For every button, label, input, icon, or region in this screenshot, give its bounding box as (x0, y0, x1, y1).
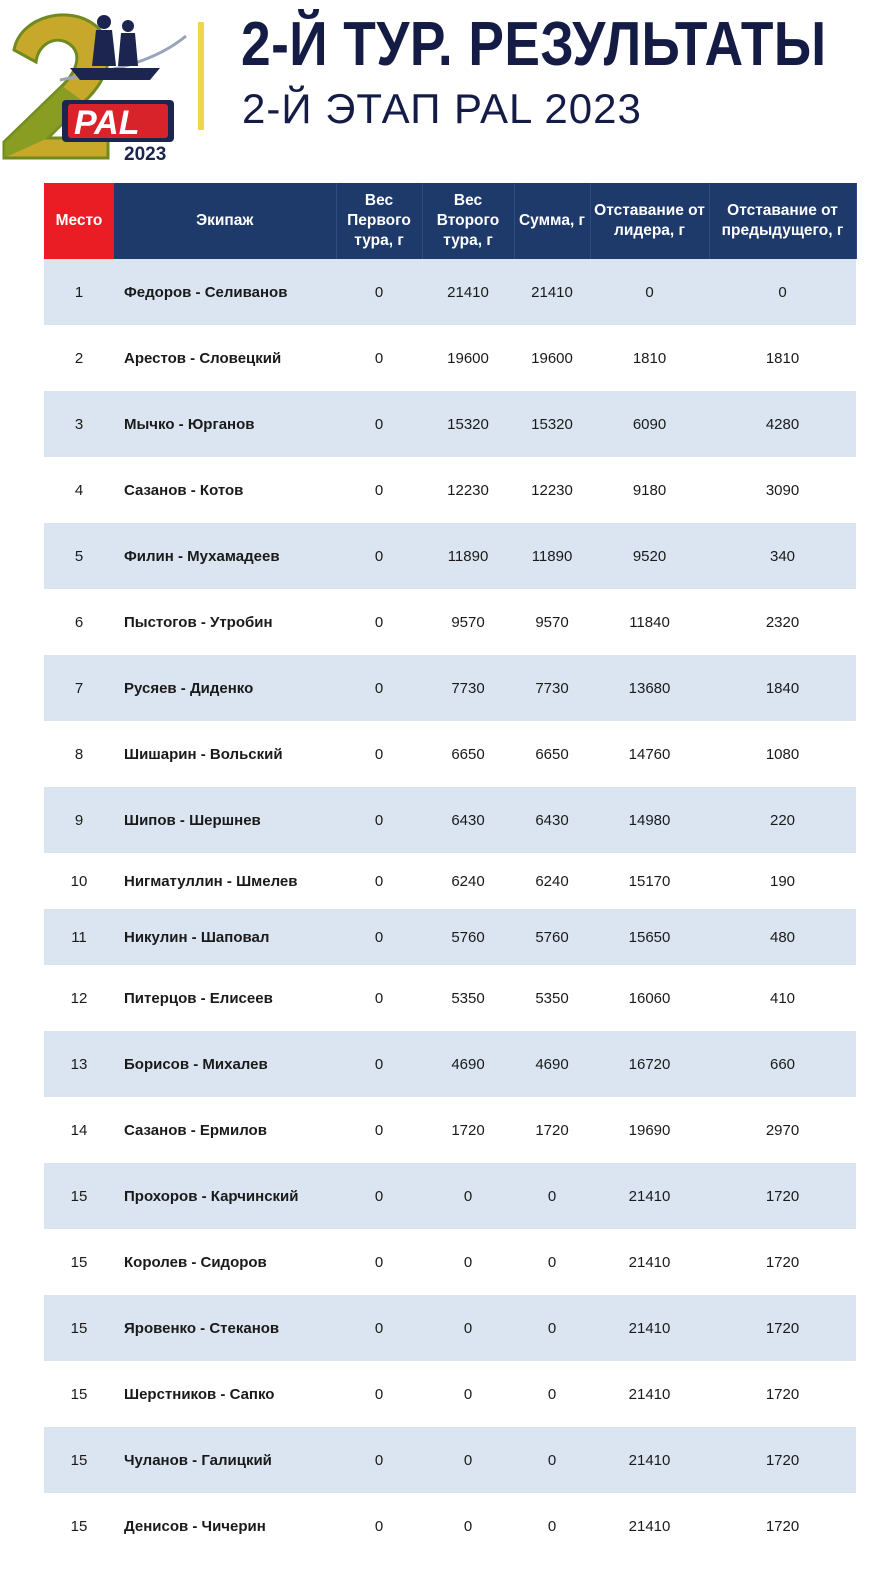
crew-cell: Мычко - Юрганов (114, 391, 336, 457)
sum-cell: 12230 (531, 481, 573, 499)
gap-leader-cell: 21410 (628, 1385, 671, 1403)
sum-cell: 6650 (535, 745, 569, 763)
crew-cell: Сазанов - Ермилов (124, 1121, 267, 1139)
page-subtitle: 2-Й ЭТАП PAL 2023 (242, 85, 642, 132)
second-round-weight-cell: 5350 (451, 989, 485, 1007)
sum-cell: 5350 (535, 989, 569, 1007)
gap-leader-cell: 21410 (590, 1295, 709, 1361)
gap-leader-cell: 15170 (628, 872, 671, 890)
first-round-weight-cell: 0 (336, 1163, 422, 1229)
crew-cell: Борисов - Михалев (114, 1031, 336, 1097)
crew-cell: Яровенко - Стеканов (114, 1295, 336, 1361)
gap-previous-cell: 1720 (709, 1295, 856, 1361)
second-round-weight-cell: 9570 (451, 613, 485, 631)
gap-leader-cell: 1810 (632, 349, 667, 367)
gap-previous-cell: 2970 (765, 1121, 800, 1139)
gap-leader-cell: 16060 (628, 989, 671, 1007)
first-round-weight-cell: 0 (336, 909, 422, 965)
place-cell: 15 (44, 1163, 114, 1229)
gap-leader-cell: 13680 (590, 655, 709, 721)
place-cell: 12 (70, 989, 88, 1007)
second-round-weight-cell: 12230 (447, 481, 489, 499)
table-row (44, 965, 856, 1031)
pal-logo (0, 6, 190, 164)
second-round-weight-cell: 4690 (422, 1031, 514, 1097)
place-cell: 14 (70, 1121, 88, 1139)
sum-cell: 6430 (514, 787, 590, 853)
place-cell: 15 (70, 1385, 88, 1403)
second-round-weight-cell: 1720 (451, 1121, 485, 1139)
crew-cell: Прохоров - Карчинский (114, 1163, 336, 1229)
gap-previous-cell: 410 (769, 989, 796, 1007)
crew-cell: Филин - Мухамадеев (114, 523, 336, 589)
gap-previous-cell: 340 (709, 523, 856, 589)
second-round-weight-cell: 11890 (422, 523, 514, 589)
gap-leader-cell: 21410 (590, 1163, 709, 1229)
crew-cell: Питерцов - Елисеев (124, 989, 273, 1007)
first-round-weight-cell: 0 (374, 1253, 384, 1271)
gap-previous-cell: 1720 (709, 1163, 856, 1229)
first-round-weight-cell: 0 (374, 1385, 384, 1403)
place-cell: 10 (70, 872, 88, 890)
sum-cell: 0 (514, 1427, 590, 1493)
place-cell: 11 (44, 909, 114, 965)
sum-cell: 0 (514, 1163, 590, 1229)
place-cell: 1 (44, 259, 114, 325)
second-round-weight-cell: 0 (422, 1163, 514, 1229)
second-round-weight-cell: 21410 (422, 259, 514, 325)
table-row (44, 589, 856, 655)
sum-cell: 11890 (514, 523, 590, 589)
gap-leader-cell: 6090 (590, 391, 709, 457)
column-header-place: Место (44, 183, 114, 259)
table-row (44, 391, 856, 457)
column-header-sum: Сумма, г (514, 183, 590, 259)
crew-cell: Чуланов - Галицкий (114, 1427, 336, 1493)
column-header-gap-previous: Отставание от предыдущего, г (709, 183, 856, 259)
table-row (44, 259, 856, 325)
second-round-weight-cell: 0 (463, 1385, 473, 1403)
second-round-weight-cell: 7730 (422, 655, 514, 721)
gap-leader-cell: 21410 (590, 1427, 709, 1493)
table-row (44, 457, 856, 523)
gap-previous-cell: 4280 (709, 391, 856, 457)
second-round-weight-cell: 5760 (422, 909, 514, 965)
place-cell: 15 (44, 1295, 114, 1361)
second-round-weight-cell: 19600 (447, 349, 489, 367)
gap-previous-cell: 190 (769, 872, 796, 890)
sum-cell: 0 (547, 1253, 557, 1271)
first-round-weight-cell: 0 (374, 745, 384, 763)
header-divider (198, 22, 204, 130)
gap-previous-cell: 0 (709, 259, 856, 325)
sum-cell: 5760 (514, 909, 590, 965)
logo-brand-text: PAL (74, 104, 140, 142)
first-round-weight-cell: 0 (336, 1427, 422, 1493)
sum-cell: 0 (547, 1517, 557, 1535)
crew-cell: Шишарин - Вольский (124, 745, 283, 763)
gap-leader-cell: 19690 (628, 1121, 671, 1139)
place-cell: 15 (44, 1427, 114, 1493)
second-round-weight-cell: 0 (422, 1295, 514, 1361)
first-round-weight-cell: 0 (336, 1031, 422, 1097)
table-row (44, 1493, 856, 1559)
sum-cell: 19600 (531, 349, 573, 367)
crew-cell: Шипов - Шершнев (114, 787, 336, 853)
gap-leader-cell: 16720 (590, 1031, 709, 1097)
place-cell: 3 (44, 391, 114, 457)
first-round-weight-cell: 0 (374, 1121, 384, 1139)
first-round-weight-cell: 0 (374, 989, 384, 1007)
place-cell: 6 (74, 613, 84, 631)
table-row (44, 853, 856, 909)
crew-cell: Королев - Сидоров (124, 1253, 267, 1271)
table-row (44, 655, 856, 721)
gap-previous-cell: 660 (709, 1031, 856, 1097)
gap-leader-cell: 9180 (632, 481, 667, 499)
crew-cell: Нигматуллин - Шмелев (124, 872, 298, 890)
second-round-weight-cell: 6240 (451, 872, 485, 890)
table-row (44, 1427, 856, 1493)
place-cell: 15 (70, 1517, 88, 1535)
place-cell: 9 (44, 787, 114, 853)
table-row (44, 1097, 856, 1163)
first-round-weight-cell: 0 (374, 613, 384, 631)
sum-cell: 0 (514, 1295, 590, 1361)
first-round-weight-cell: 0 (336, 787, 422, 853)
place-cell: 5 (44, 523, 114, 589)
gap-previous-cell: 1720 (765, 1517, 800, 1535)
table-row (44, 325, 856, 391)
table-row (44, 1031, 856, 1097)
crew-cell: Сазанов - Котов (124, 481, 244, 499)
logo-year-text: 2023 (124, 144, 167, 164)
gap-previous-cell: 1720 (709, 1427, 856, 1493)
first-round-weight-cell: 0 (336, 655, 422, 721)
crew-cell: Арестов - Словецкий (124, 349, 282, 367)
gap-leader-cell: 21410 (628, 1517, 671, 1535)
crew-cell: Русяев - Диденко (114, 655, 336, 721)
first-round-weight-cell: 0 (336, 259, 422, 325)
first-round-weight-cell: 0 (374, 1517, 384, 1535)
results-body (44, 259, 856, 1559)
table-row (44, 1295, 856, 1361)
second-round-weight-cell: 6430 (422, 787, 514, 853)
place-cell: 8 (74, 745, 84, 763)
gap-previous-cell: 3090 (765, 481, 800, 499)
place-cell: 15 (70, 1253, 88, 1271)
gap-previous-cell: 1080 (765, 745, 800, 763)
column-header-second-round-weight: Вес Второго тура, г (422, 183, 514, 259)
gap-previous-cell: 1840 (709, 655, 856, 721)
second-round-weight-cell: 0 (422, 1427, 514, 1493)
gap-previous-cell: 1720 (765, 1253, 800, 1271)
sum-cell: 9570 (535, 613, 569, 631)
gap-leader-cell: 9520 (590, 523, 709, 589)
table-row (44, 523, 856, 589)
gap-leader-cell: 14980 (590, 787, 709, 853)
table-row (44, 721, 856, 787)
gap-previous-cell: 220 (709, 787, 856, 853)
sum-cell: 0 (547, 1385, 557, 1403)
sum-cell: 6240 (535, 872, 569, 890)
gap-leader-cell: 0 (590, 259, 709, 325)
second-round-weight-cell: 6650 (451, 745, 485, 763)
crew-cell: Никулин - Шаповал (114, 909, 336, 965)
gap-previous-cell: 480 (709, 909, 856, 965)
first-round-weight-cell: 0 (374, 349, 384, 367)
page-title: 2-Й ТУР. РЕЗУЛЬТАТЫ (241, 10, 827, 79)
sum-cell: 15320 (514, 391, 590, 457)
second-round-weight-cell: 0 (463, 1517, 473, 1535)
gap-previous-cell: 1810 (765, 349, 800, 367)
table-header-row (44, 183, 856, 259)
second-round-weight-cell: 0 (463, 1253, 473, 1271)
sum-cell: 1720 (535, 1121, 569, 1139)
results-table (44, 183, 857, 1559)
crew-cell: Шерстников - Сапко (124, 1385, 275, 1403)
gap-previous-cell: 1720 (765, 1385, 800, 1403)
sum-cell: 7730 (514, 655, 590, 721)
crew-cell: Денисов - Чичерин (124, 1517, 266, 1535)
table-row (44, 1361, 856, 1427)
gap-leader-cell: 21410 (628, 1253, 671, 1271)
crew-cell: Пыстогов - Утробин (124, 613, 273, 631)
gap-previous-cell: 2320 (765, 613, 800, 631)
column-header-first-round-weight: Вес Первого тура, г (336, 183, 422, 259)
table-row (44, 787, 856, 853)
first-round-weight-cell: 0 (336, 391, 422, 457)
gap-leader-cell: 11840 (629, 613, 670, 631)
place-cell: 13 (44, 1031, 114, 1097)
first-round-weight-cell: 0 (374, 481, 384, 499)
second-round-weight-cell: 15320 (422, 391, 514, 457)
gap-leader-cell: 15650 (590, 909, 709, 965)
gap-leader-cell: 14760 (628, 745, 671, 763)
first-round-weight-cell: 0 (336, 523, 422, 589)
table-row (44, 909, 856, 965)
first-round-weight-cell: 0 (374, 872, 384, 890)
first-round-weight-cell: 0 (336, 1295, 422, 1361)
sum-cell: 21410 (514, 259, 590, 325)
place-cell: 7 (44, 655, 114, 721)
table-row (44, 1163, 856, 1229)
crew-cell: Федоров - Селиванов (114, 259, 336, 325)
column-header-gap-leader: Отставание от лидера, г (590, 183, 709, 259)
table-row (44, 1229, 856, 1295)
column-header-crew: Экипаж (114, 183, 336, 259)
place-cell: 2 (74, 349, 84, 367)
place-cell: 4 (74, 481, 84, 499)
sum-cell: 4690 (514, 1031, 590, 1097)
